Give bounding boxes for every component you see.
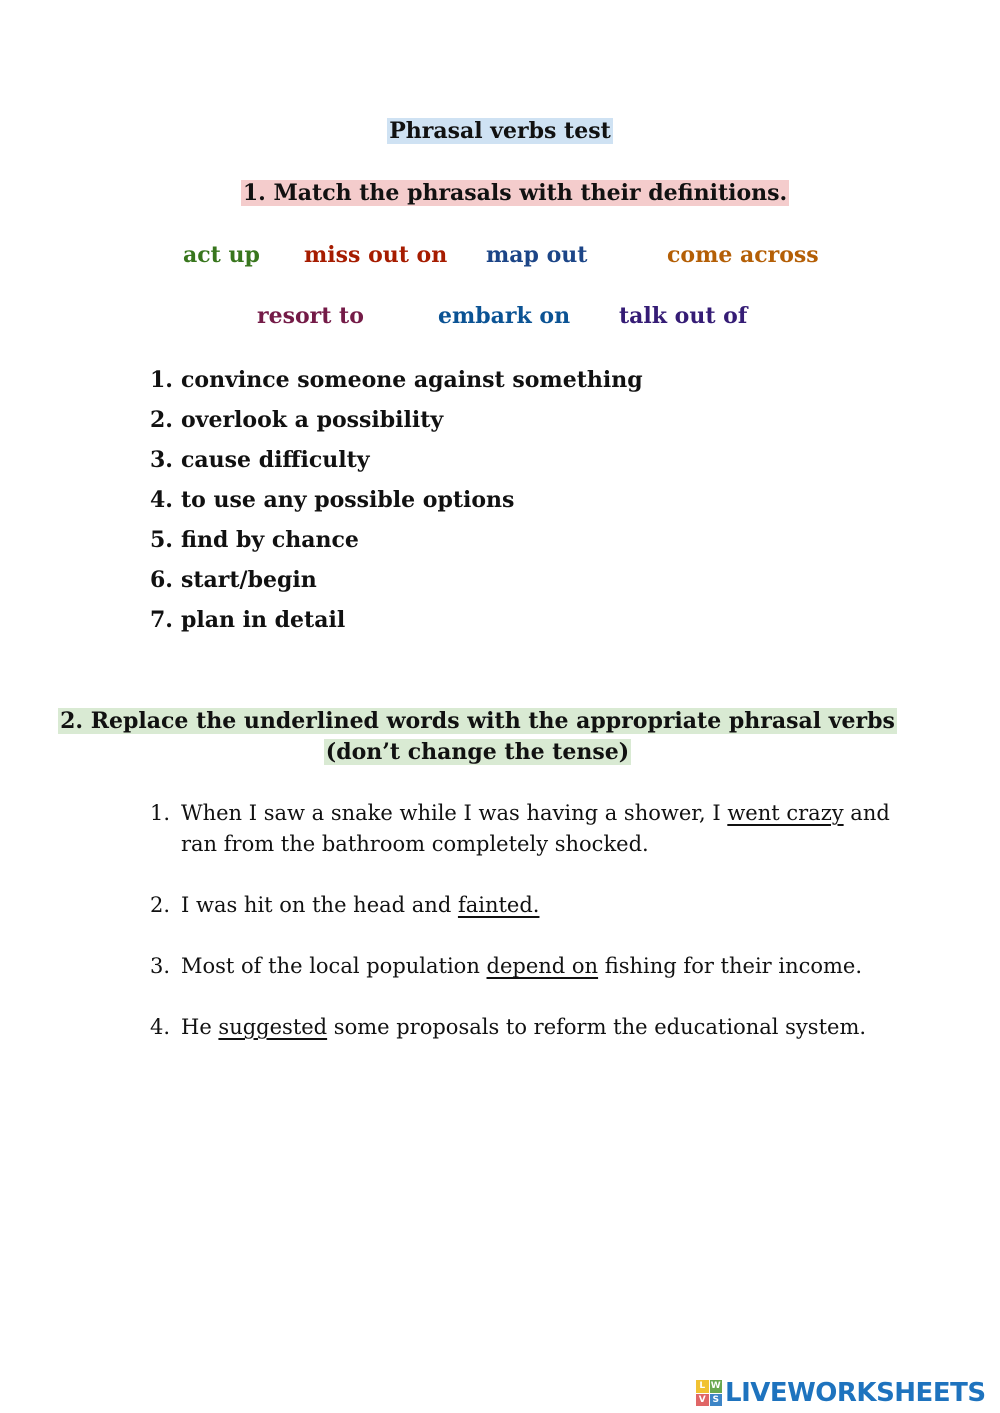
definitions-list	[150, 364, 643, 644]
definition-item: 7. plan in detail	[150, 607, 346, 633]
underlined-phrase: went crazy	[727, 801, 844, 825]
word-embark-on: embark on	[438, 303, 571, 329]
definition-item: 1. convince someone against something	[150, 367, 643, 393]
sentence-item: 1. When I saw a snake while I was having a shower, I went crazy and ran from the bathroom completely shocked.	[150, 801, 890, 856]
section1-heading: 1. Match the phrasals with their definitions.	[242, 180, 788, 206]
underlined-phrase: suggested	[218, 1015, 328, 1039]
definition-item: 3. cause difficulty	[150, 447, 370, 473]
logo-mark-icon: L W V S	[696, 1380, 722, 1406]
word-resort-to: resort to	[257, 303, 364, 329]
sentence-item: 2. I was hit on the head and fainted.	[150, 893, 540, 917]
section2-heading: 2. Replace the underlined words with the appropriate phrasal verbs (don’t change the tense)	[60, 708, 895, 765]
word-act-up: act up	[183, 242, 260, 268]
page-title: Phrasal verbs test	[389, 118, 611, 144]
definition-item: 6. start/begin	[150, 567, 317, 593]
sentences-list	[150, 798, 890, 1073]
sentence-item: 3. Most of the local population depend on fishing for their income.	[150, 954, 863, 978]
word-talk-out-of: talk out of	[619, 303, 748, 329]
underlined-phrase: fainted.	[457, 893, 540, 917]
liveworksheets-logo	[696, 1378, 986, 1408]
sentence-item: 4. He suggested some proposals to reform the educational system.	[150, 1015, 867, 1039]
definition-item: 4. to use any possible options	[150, 487, 515, 513]
word-miss-out-on: miss out on	[304, 242, 448, 268]
underlined-phrase: depend on	[486, 954, 599, 978]
word-come-across: come across	[667, 242, 819, 268]
logo-text: LIVEWORKSHEETS	[725, 1378, 986, 1408]
definition-item: 2. overlook a possibility	[150, 407, 444, 433]
word-map-out: map out	[486, 242, 588, 268]
definition-item: 5. find by chance	[150, 527, 359, 553]
